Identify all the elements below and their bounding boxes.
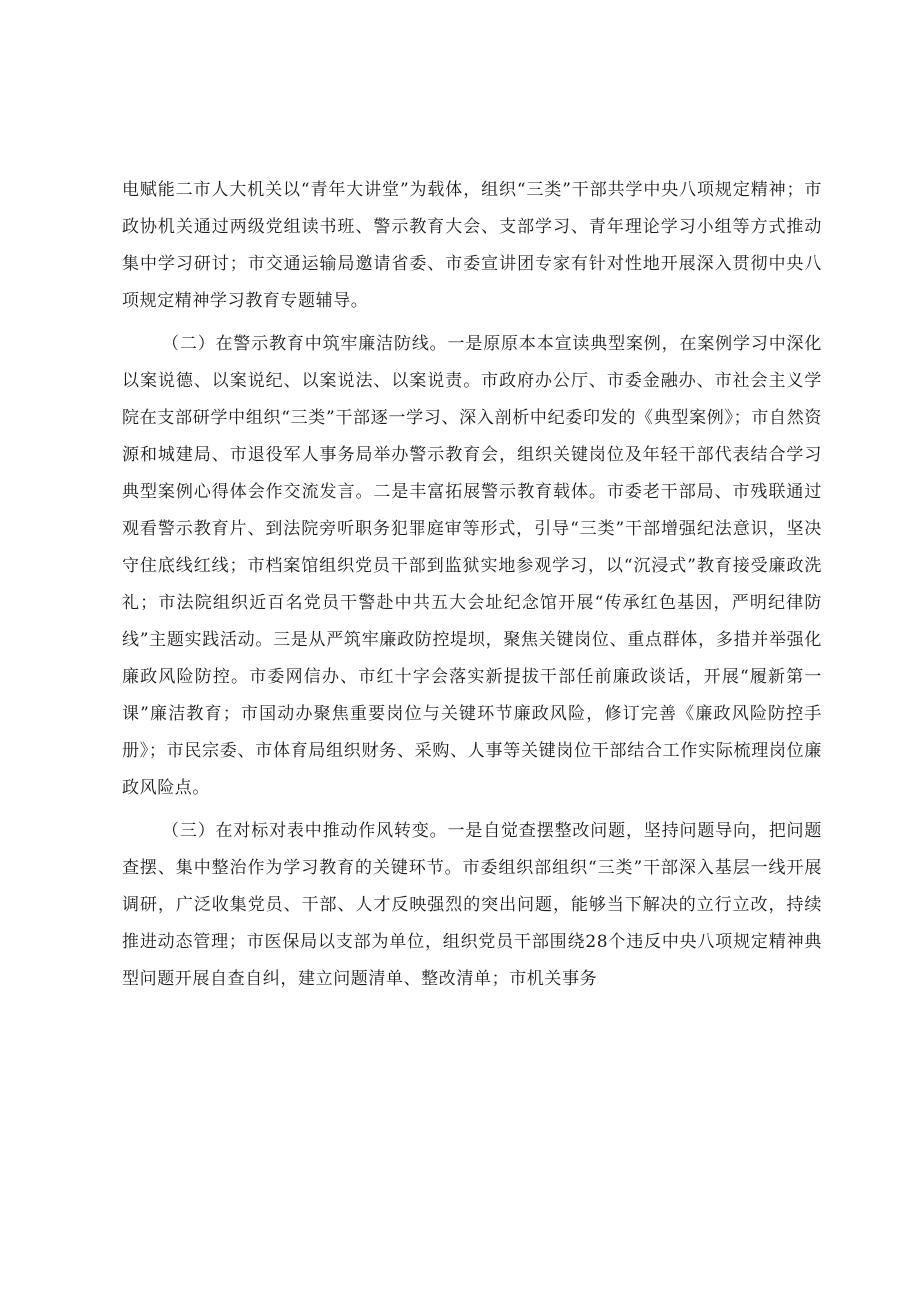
paragraph-section-three: （三）在对标对表中推动作风转变。一是自觉查摆整改问题，坚持问题导向，把问题查摆、集中整治作为学习教育的关键环节。市委组织部组织“三类”干部深入基层一线开展调研，广泛收集党员、干部、人才反映强烈的突出问题，能够当下解决的立行立改，持续推进动态管理；市医保局以支部为单位，组织党员干部围绕28个违反中央八项规定精神典型问题开展自查自纠，建立问题清单、整改清单；市机关事务	[122, 821, 822, 989]
paragraph-section-two: （二）在警示教育中筑牢廉洁防线。一是原原本本宣读典型案例，在案例学习中深化以案说德、以案说纪、以案说法、以案说责。市政府办公厅、市委金融办、市社会主义学院在支部研学中组织“三类”干部逐一学习、深入剖析中纪委印发的《典型案例》；市自然资源和城建局、市退役军人事务局举办警示教育会，组织关键岗位及年轻干部代表结合学习典型案例心得体会作交流发言。二是丰富拓展警示教育载体。市委老干部局、市残联通过观看警示教育片、到法院旁听职务犯罪庭审等形式，引导“三类”干部增强纪法意识，坚决守住底线红线；市档案馆组织党员干部到监狱实地参观学习，以“沉浸式”教育接受廉政洗礼；市法院组织近百名党员干警赴中共五大会址纪念馆开展“传承红色基因，严明纪律防线”主题实践活动。三是从严筑牢廉政防控堤坝，聚焦关键岗位、重点群体，多措并举强化廉政风险防控。市委网信办、市红十字会落实新提拔干部任前廉政谈话，开展“履新第一课”廉洁教育；市国动办聚焦重要岗位与关键环节廉政风险，修订完善《廉政风险防控手册》；市民宗委、市体育局组织财务、采购、人事等关键岗位干部结合工作实际梳理岗位廉政风险点。	[122, 334, 822, 798]
paragraph-continuation: 电赋能二市人大机关以“青年大讲堂”为载体，组织“三类”干部共学中央八项规定精神；市政协机关通过两级党组读书班、警示教育大会、支部学习、青年理论学习小组等方式推动集中学习研讨；市交通运输局邀请省委、市委宣讲团专家有针对性地开展深入贯彻中央八项规定精神学习教育专题辅导。	[122, 180, 822, 311]
document-body	[122, 172, 822, 1004]
